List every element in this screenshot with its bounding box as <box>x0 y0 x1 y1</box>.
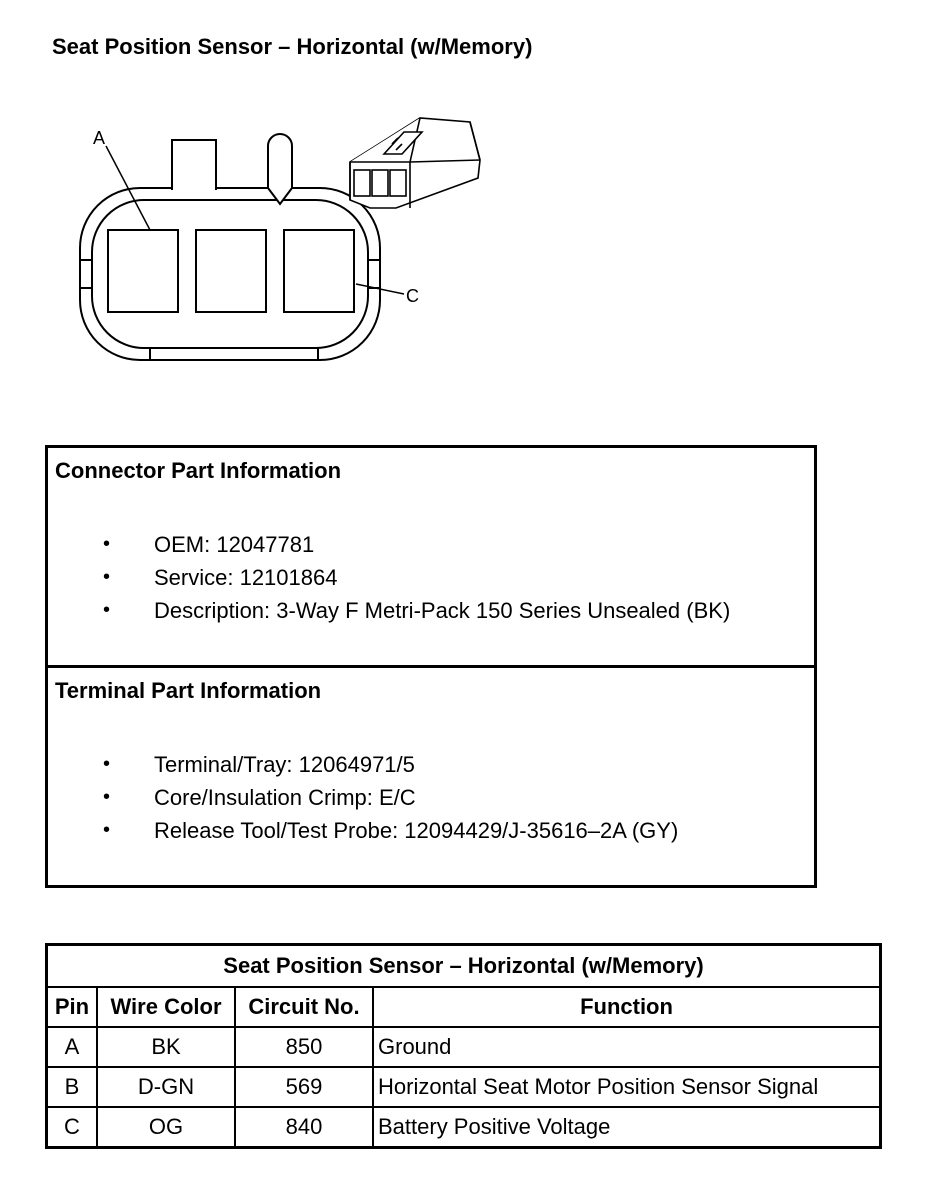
connector-outer-shell <box>80 188 380 360</box>
connector-oem: OEM: 12047781 <box>154 532 315 557</box>
bullet: • <box>103 566 111 588</box>
cell-wire-color: D-GN <box>97 1067 235 1107</box>
cell-function: Battery Positive Voltage <box>373 1107 881 1148</box>
cell-circuit: 840 <box>235 1107 373 1148</box>
connector-service: Service: 12101864 <box>154 565 338 590</box>
cell-circuit: 569 <box>235 1067 373 1107</box>
page-title: Seat Position Sensor – Horizontal (w/Memory) <box>52 34 533 59</box>
part-information-box <box>45 445 817 888</box>
connector-lock-latch <box>268 134 292 204</box>
terminal-part-info-heading: Terminal Part Information <box>55 678 322 703</box>
terminal-release-tool: Release Tool/Test Probe: 12094429/J-35616–2A (GY) <box>154 818 679 843</box>
header-function: Function <box>373 987 881 1027</box>
bullet: • <box>103 533 111 555</box>
bullet: • <box>103 753 111 775</box>
connector-inner-shell <box>92 200 368 348</box>
cell-pin: A <box>47 1027 98 1067</box>
bullet: • <box>103 599 111 621</box>
connector-part-info-section <box>48 448 814 668</box>
pin-out-table <box>45 943 882 1149</box>
connector-diagram <box>70 112 500 372</box>
table-caption: Seat Position Sensor – Horizontal (w/Memory) <box>47 945 881 988</box>
cell-circuit: 850 <box>235 1027 373 1067</box>
terminal-part-info-section <box>48 668 814 885</box>
terminal-cavity-b <box>196 230 266 312</box>
cell-function: Ground <box>373 1027 881 1067</box>
connector-description: Description: 3-Way F Metri-Pack 150 Series Unsealed (BK) <box>154 598 731 623</box>
bullet: • <box>103 819 111 841</box>
pin-label-c: C <box>406 286 419 306</box>
cell-pin: B <box>47 1067 98 1107</box>
cell-wire-color: BK <box>97 1027 235 1067</box>
table-header-row <box>47 987 881 1027</box>
terminal-cavity-c <box>284 230 354 312</box>
table-row <box>47 1067 881 1107</box>
cell-wire-color: OG <box>97 1107 235 1148</box>
table-caption-row <box>47 945 881 988</box>
terminal-cavity-a <box>108 230 178 312</box>
header-pin: Pin <box>47 987 98 1027</box>
cell-function: Horizontal Seat Motor Position Sensor Signal <box>373 1067 881 1107</box>
terminal-crimp: Core/Insulation Crimp: E/C <box>154 785 416 810</box>
table-row <box>47 1107 881 1148</box>
table-row <box>47 1027 881 1067</box>
connector-part-info-heading: Connector Part Information <box>55 458 342 483</box>
connector-isometric-icon <box>350 118 480 208</box>
bullet: • <box>103 786 111 808</box>
terminal-tray: Terminal/Tray: 12064971/5 <box>154 752 415 777</box>
cell-pin: C <box>47 1107 98 1148</box>
connector-key-tab <box>172 140 216 190</box>
header-circuit-no: Circuit No. <box>235 987 373 1027</box>
header-wire-color: Wire Color <box>97 987 235 1027</box>
pin-label-a: A <box>93 128 106 148</box>
